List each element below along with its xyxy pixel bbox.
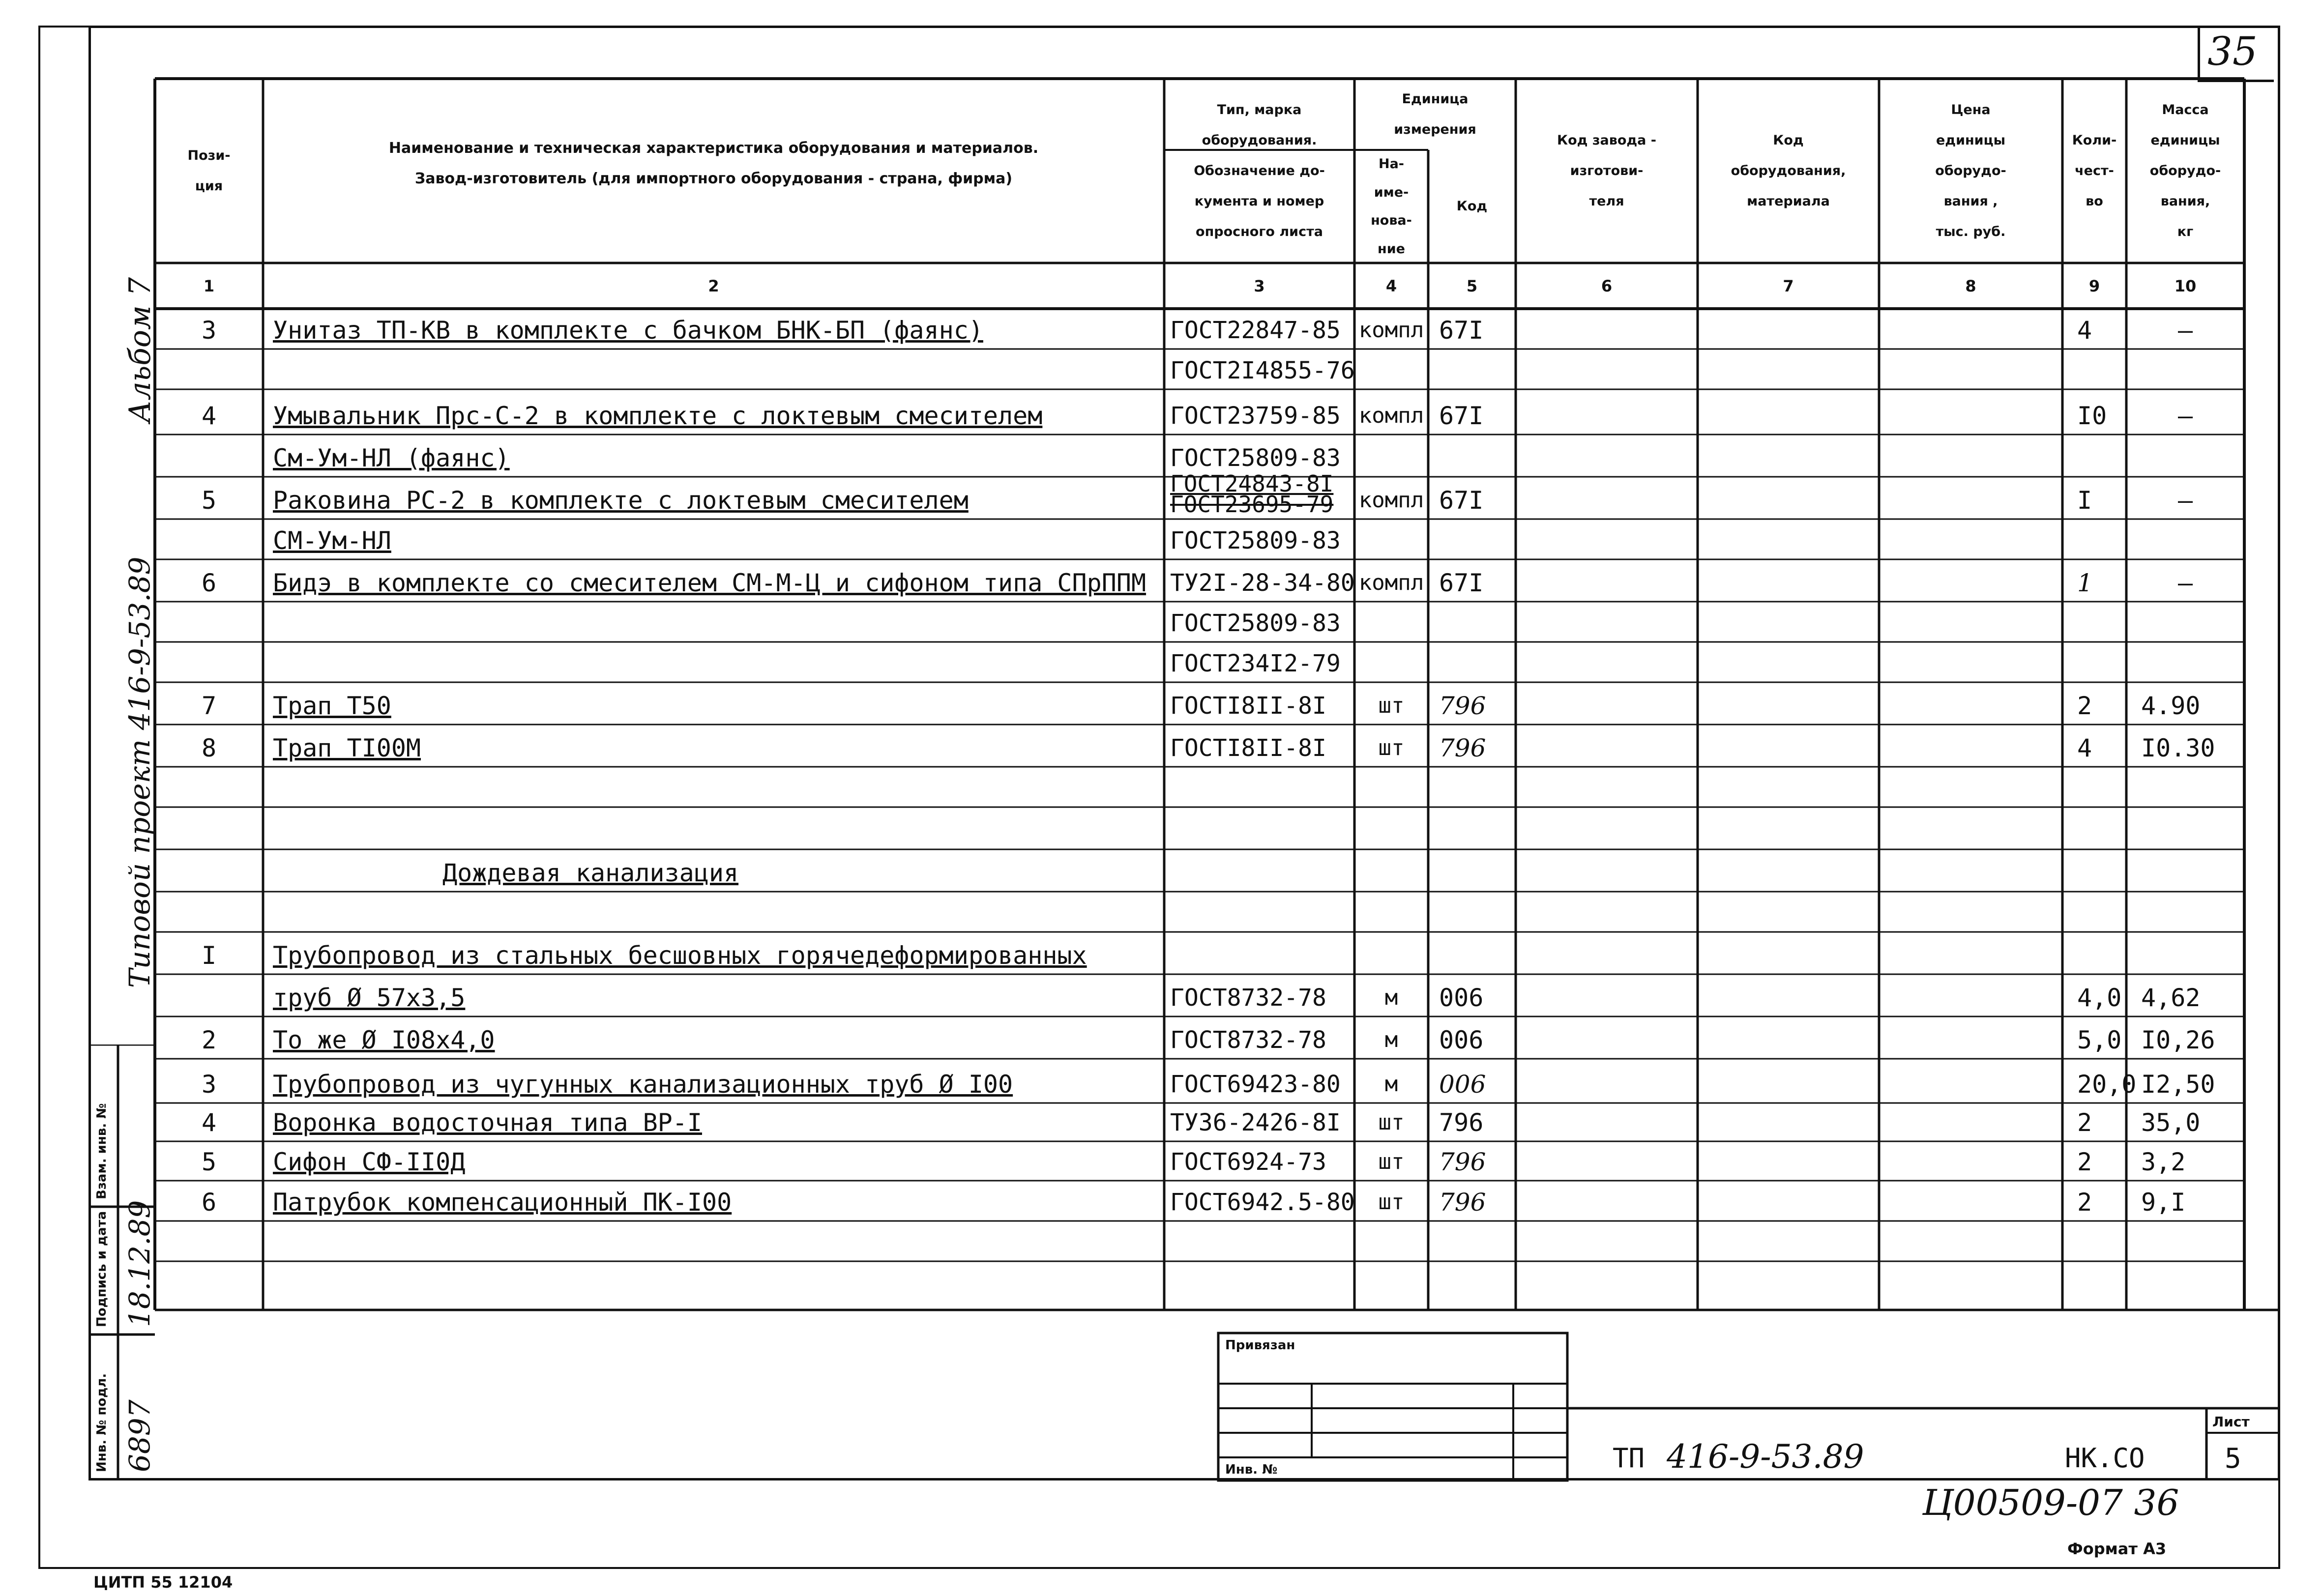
header-mass-line: Масса: [2162, 102, 2209, 117]
header-type-doc-line: Тип, марка: [1217, 102, 1302, 117]
row-position: 8: [201, 734, 217, 762]
row-mass: I0.30: [2141, 734, 2215, 762]
project-label: Типовой проект 416-9-53.89: [123, 556, 156, 988]
title-inv-label: Инв. №: [1225, 1462, 1278, 1477]
row-quantity: 5,0: [2077, 1026, 2122, 1054]
header-column-number: 8: [1965, 277, 1976, 295]
header-mass-line: вания,: [2160, 193, 2210, 209]
header-column-number: 3: [1254, 277, 1265, 295]
row-unit: компл: [1358, 488, 1424, 513]
row-name: труб Ø 57x3,5: [273, 984, 466, 1012]
header-column-number: 1: [203, 277, 215, 295]
header-equipment-code-line: оборудования,: [1731, 163, 1846, 178]
stamp-label-original-inv: Инв. № подл.: [94, 1373, 109, 1472]
header-column-number: 4: [1385, 277, 1397, 295]
row-unit-code: 796: [1439, 1148, 1486, 1176]
row-name: Умывальник Прс-С-2 в комплекте с локтевым смесителем: [273, 402, 1043, 430]
row-unit-code: 796: [1439, 1108, 1484, 1137]
row-document: ГОСТ24843-8I: [1170, 470, 1334, 497]
row-document: ГОСТ22847-85: [1170, 317, 1341, 344]
row-unit-code: 67I: [1439, 569, 1484, 597]
row-unit-code: 67I: [1439, 402, 1484, 430]
row-quantity: 2: [2077, 1148, 2092, 1176]
row-document: ГОСТ6924-73: [1170, 1148, 1326, 1176]
row-mass: –: [2177, 402, 2193, 430]
row-unit: м: [1384, 1027, 1398, 1052]
row-quantity: 2: [2077, 1108, 2092, 1137]
header-unit-name-line: На-: [1378, 156, 1405, 172]
row-unit: шт: [1378, 693, 1405, 718]
row-unit: м: [1384, 1072, 1398, 1097]
row-quantity: 20,0: [2077, 1070, 2137, 1099]
row-document: ГОСТ2I4855-76: [1170, 357, 1355, 384]
row-mass: –: [2177, 486, 2193, 515]
row-name: См-Ум-НЛ (фаянс): [273, 444, 510, 472]
row-position: 6: [201, 1188, 217, 1217]
row-name: Трубопровод из стальных бесшовных горячедеформированных: [273, 941, 1087, 970]
doc-code-prefix: ТП: [1613, 1443, 1645, 1474]
header-price-line: единицы: [1936, 132, 2006, 148]
header-factory-code-line: изготови-: [1570, 163, 1644, 178]
row-document: ГОСТ8732-78: [1170, 984, 1326, 1012]
stamp-label-replaced-inv: Взам. инв. №: [94, 1103, 109, 1199]
row-name: Трап Т50: [273, 692, 391, 720]
row-document: ТУ2I-28-34-80: [1170, 569, 1355, 597]
header-column-number: 10: [2174, 277, 2197, 295]
doc-code: 416-9-53.89: [1667, 1438, 1864, 1476]
header-unit-name-line: име-: [1374, 184, 1409, 200]
row-unit-code: 006: [1439, 1070, 1486, 1099]
row-quantity: 4,0: [2077, 984, 2122, 1012]
row-position: 4: [201, 402, 217, 430]
header-type-doc-line: кумента и номер: [1194, 193, 1324, 209]
header-equipment-code-line: Код: [1773, 132, 1804, 148]
album-label: Альбом 7: [123, 277, 157, 423]
header-unit-name-line: нова-: [1371, 213, 1412, 228]
header-factory-code-line: Код завода -: [1557, 132, 1656, 148]
header-name-line: Наименование и техническая характеристика оборудования и материалов.: [388, 139, 1039, 157]
header-mass-line: оборудо-: [2149, 163, 2221, 178]
stamp-label-signature-date: Подпись и дата: [94, 1211, 109, 1327]
header-type-doc-line: оборудования.: [1202, 132, 1317, 148]
row-mass: 3,2: [2141, 1148, 2186, 1176]
row-name: Сифон СФ-II0Д: [273, 1148, 466, 1176]
header-column-number: 2: [708, 277, 719, 295]
header-unit-group-line: измерения: [1394, 121, 1476, 137]
row-name: Патрубок компенсационный ПК-I00: [273, 1188, 732, 1217]
row-unit-code: 796: [1439, 692, 1486, 720]
row-unit: шт: [1378, 1190, 1405, 1215]
row-document: ГОСТI8II-8I: [1170, 692, 1326, 720]
row-name: Дождевая канализация: [442, 859, 739, 887]
row-quantity: 4: [2077, 316, 2092, 345]
row-mass: 4,62: [2141, 984, 2201, 1012]
archive-number: Ц00509-07 36: [1922, 1482, 2179, 1523]
row-unit: шт: [1378, 1149, 1405, 1174]
row-position: 3: [201, 1070, 217, 1099]
row-document: ГОСТ6942.5-80: [1170, 1189, 1355, 1216]
row-name: СМ-Ум-НЛ: [273, 526, 391, 555]
row-unit-code: 796: [1439, 1188, 1486, 1217]
section-code: НК.СО: [2065, 1443, 2145, 1474]
row-name: Бидэ в комплекте со смесителем СМ-М-Ц и сифоном типа СПрППМ: [273, 569, 1146, 597]
row-document: ГОСТ8732-78: [1170, 1026, 1326, 1054]
row-position: 5: [201, 486, 217, 515]
row-document: ГОСТ25809-83: [1170, 527, 1341, 554]
row-mass: –: [2177, 316, 2193, 345]
row-document: ТУ36-2426-8I: [1170, 1109, 1341, 1136]
header-quantity-line: Коли-: [2072, 132, 2117, 148]
row-mass: I0,26: [2141, 1026, 2215, 1054]
header-quantity-line: во: [2086, 193, 2103, 209]
row-unit: шт: [1378, 735, 1405, 760]
header-mass-line: единицы: [2150, 132, 2220, 148]
row-mass: 35,0: [2141, 1108, 2201, 1137]
header-column-number: 6: [1601, 277, 1613, 295]
header-price-line: вания ,: [1943, 193, 1998, 209]
printer-mark: ЦИТП 55 12104: [93, 1573, 233, 1592]
row-quantity: 2: [2077, 1188, 2092, 1217]
row-mass: 9,I: [2141, 1188, 2186, 1217]
header-unit-code-line: Код: [1456, 199, 1488, 214]
row-position: 7: [201, 692, 217, 720]
row-position: 3: [201, 316, 217, 345]
header-price-line: Цена: [1951, 102, 1991, 117]
row-name: Воронка водосточная типа ВР-I: [273, 1108, 702, 1137]
privyazan-label: Привязан: [1225, 1338, 1295, 1353]
row-document: ГОСТ69423-80: [1170, 1071, 1341, 1098]
row-unit: компл: [1358, 403, 1424, 428]
header-type-doc-line: Обозначение до-: [1194, 163, 1325, 178]
row-unit: компл: [1358, 570, 1424, 595]
row-unit-code: 796: [1439, 734, 1486, 762]
header-mass-line: кг: [2177, 224, 2194, 239]
header-column-number: 9: [2088, 277, 2100, 295]
row-document: ГОСТ25809-83: [1170, 444, 1341, 472]
row-name: То же Ø I08x4,0: [273, 1026, 495, 1054]
row-mass: 4.90: [2141, 692, 2201, 720]
row-unit-code: 67I: [1439, 316, 1484, 345]
row-quantity: I: [2077, 486, 2092, 515]
row-mass: —: [2177, 569, 2193, 597]
header-unit-group-line: Единица: [1402, 91, 1469, 107]
row-name: Трубопровод из чугунных канализационных труб Ø I00: [273, 1070, 1013, 1099]
header-factory-code-line: теля: [1589, 193, 1624, 209]
header-equipment-code-line: материала: [1747, 193, 1830, 209]
row-document: ГОСТ25809-83: [1170, 609, 1341, 637]
header-position-line: ция: [195, 178, 223, 194]
header-column-number: 5: [1466, 277, 1478, 295]
row-quantity: 2: [2077, 692, 2092, 720]
row-document-struck: ГОСТ23695-79: [1170, 491, 1334, 518]
row-position: I: [201, 941, 217, 970]
row-name: Унитаз ТП-КВ в комплекте с бачком БНК-БП (фаянс): [273, 316, 983, 345]
row-position: 4: [201, 1108, 217, 1137]
stamp-signature-date: 18.12.89: [123, 1200, 156, 1327]
row-unit-code: 006: [1439, 984, 1484, 1012]
row-quantity: I0: [2077, 402, 2107, 430]
header-unit-name-line: ние: [1378, 241, 1405, 257]
row-name: Трап TI00M: [273, 734, 421, 762]
row-name: Раковина РС-2 в комплекте с локтевым смесителем: [273, 486, 969, 515]
row-position: 2: [201, 1026, 217, 1054]
header-type-doc-line: опросного листа: [1196, 224, 1323, 239]
header-column-number: 7: [1783, 277, 1794, 295]
row-mass: I2,50: [2141, 1070, 2215, 1099]
row-quantity: 4: [2077, 734, 2092, 762]
sheet-corner-number: 35: [2207, 29, 2258, 74]
header-price-line: оборудо-: [1935, 163, 2006, 178]
row-unit: шт: [1378, 1110, 1405, 1135]
header-price-line: тыс. руб.: [1936, 224, 2006, 239]
row-unit-code: 006: [1439, 1026, 1484, 1054]
sheet-number: 5: [2225, 1443, 2241, 1475]
sheet-label: Лист: [2212, 1414, 2250, 1430]
row-unit: м: [1384, 985, 1398, 1010]
header-quantity-line: чест-: [2075, 163, 2114, 178]
row-position: 6: [201, 569, 217, 597]
row-document: ГОСТ23759-85: [1170, 402, 1341, 430]
row-unit-code: 67I: [1439, 486, 1484, 515]
row-unit: компл: [1358, 318, 1424, 343]
format-label: Формат А3: [2067, 1539, 2167, 1558]
row-document: ГОСТI8II-8I: [1170, 734, 1326, 762]
header-position-line: Пози-: [187, 147, 231, 163]
row-position: 5: [201, 1148, 217, 1176]
header-name-line: Завод-изготовитель (для импортного оборудования - страна, фирма): [414, 170, 1013, 187]
stamp-inventory-number: 6897: [123, 1399, 156, 1472]
row-document: ГОСТ234I2-79: [1170, 650, 1341, 677]
row-quantity: 1: [2077, 569, 2093, 597]
